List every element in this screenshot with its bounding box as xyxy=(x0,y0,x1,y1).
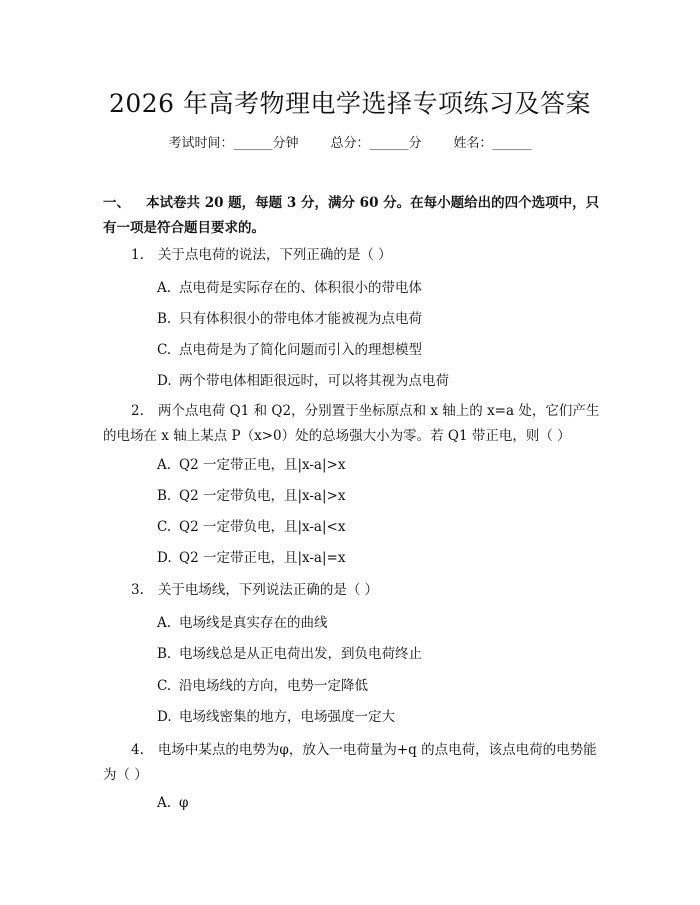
option-3a xyxy=(157,613,328,633)
question-text: 两个点电荷 Q1 和 Q2，分别置于坐标原点和 x 轴上的 x=a 处，它们产生的电场在 x 轴上某点 P（x>0）处的总场强大小为零。若 Q1 带正电，则（ ） xyxy=(103,403,600,444)
option-text: 沿电场线的方向，电势一定降低 xyxy=(179,678,368,694)
option-text: 电场线密集的地方，电场强度一定大 xyxy=(179,709,395,725)
option-1a xyxy=(157,278,422,298)
option-2b xyxy=(157,486,345,506)
question-number: 1. xyxy=(131,247,144,263)
option-3c xyxy=(157,676,368,696)
option-letter: A. xyxy=(157,280,172,296)
option-text: 只有体积很小的带电体才能被视为点电荷 xyxy=(179,311,422,327)
student-name-field: 姓名：______ xyxy=(453,136,532,151)
option-letter: A. xyxy=(157,615,172,631)
option-text: φ xyxy=(179,795,189,811)
question-text: 关于点电荷的说法，下列正确的是（ ） xyxy=(157,247,392,263)
question-text: 关于电场线，下列说法正确的是（ ） xyxy=(157,582,379,598)
option-letter: B. xyxy=(157,488,172,504)
option-letter: B. xyxy=(157,646,172,662)
question-number: 3. xyxy=(131,582,144,598)
question-2 xyxy=(103,399,603,449)
question-text: 电场中某点的电势为φ，放入一电荷量为+q 的点电荷，该点电荷的电势能为（ ） xyxy=(103,742,597,783)
option-text: 两个带电体相距很远时，可以将其视为点电荷 xyxy=(179,373,449,389)
question-1 xyxy=(103,243,603,268)
option-2a xyxy=(157,455,345,475)
section-text: 本试卷共 20 题，每题 3 分，满分 60 分。在每小题给出的四个选项中，只有一项是符合题目要求的。 xyxy=(103,195,600,236)
option-letter: D. xyxy=(157,373,172,389)
option-text: Q2 一定带负电，且|x-a|<x xyxy=(179,519,346,535)
option-1c xyxy=(157,340,422,360)
option-text: 电场线总是从正电荷出发，到负电荷终止 xyxy=(179,646,422,662)
question-3 xyxy=(103,578,603,603)
option-2c xyxy=(157,517,345,537)
exam-info-line xyxy=(0,132,700,151)
question-number: 4. xyxy=(131,742,144,758)
option-4a xyxy=(157,793,188,813)
option-text: 点电荷是为了简化问题而引入的理想模型 xyxy=(179,342,422,358)
section-number: 一、 xyxy=(103,195,130,211)
section-instructions xyxy=(103,191,603,241)
question-4 xyxy=(103,738,603,788)
option-3d xyxy=(157,707,395,727)
question-number: 2. xyxy=(131,403,144,419)
option-text: Q2 一定带正电，且|x-a|=x xyxy=(179,550,346,566)
total-score-field: 总分：______分 xyxy=(330,136,422,151)
option-letter: C. xyxy=(157,342,172,358)
option-1d xyxy=(157,371,449,391)
option-letter: B. xyxy=(157,311,172,327)
option-text: Q2 一定带正电，且|x-a|>x xyxy=(179,457,346,473)
option-letter: A. xyxy=(157,457,172,473)
option-letter: C. xyxy=(157,678,172,694)
option-text: 点电荷是实际存在的、体积很小的带电体 xyxy=(179,280,422,296)
page-title: 2026 年高考物理电学选择专项练习及答案 xyxy=(108,89,592,118)
option-letter: A. xyxy=(157,795,172,811)
option-text: 电场线是真实存在的曲线 xyxy=(179,615,328,631)
option-1b xyxy=(157,309,422,329)
option-text: Q2 一定带负电，且|x-a|>x xyxy=(179,488,346,504)
option-letter: D. xyxy=(157,550,172,566)
exam-time-field: 考试时间：______分钟 xyxy=(168,136,299,151)
option-2d xyxy=(157,548,345,568)
option-3b xyxy=(157,644,422,664)
option-letter: D. xyxy=(157,709,172,725)
option-letter: C. xyxy=(157,519,172,535)
